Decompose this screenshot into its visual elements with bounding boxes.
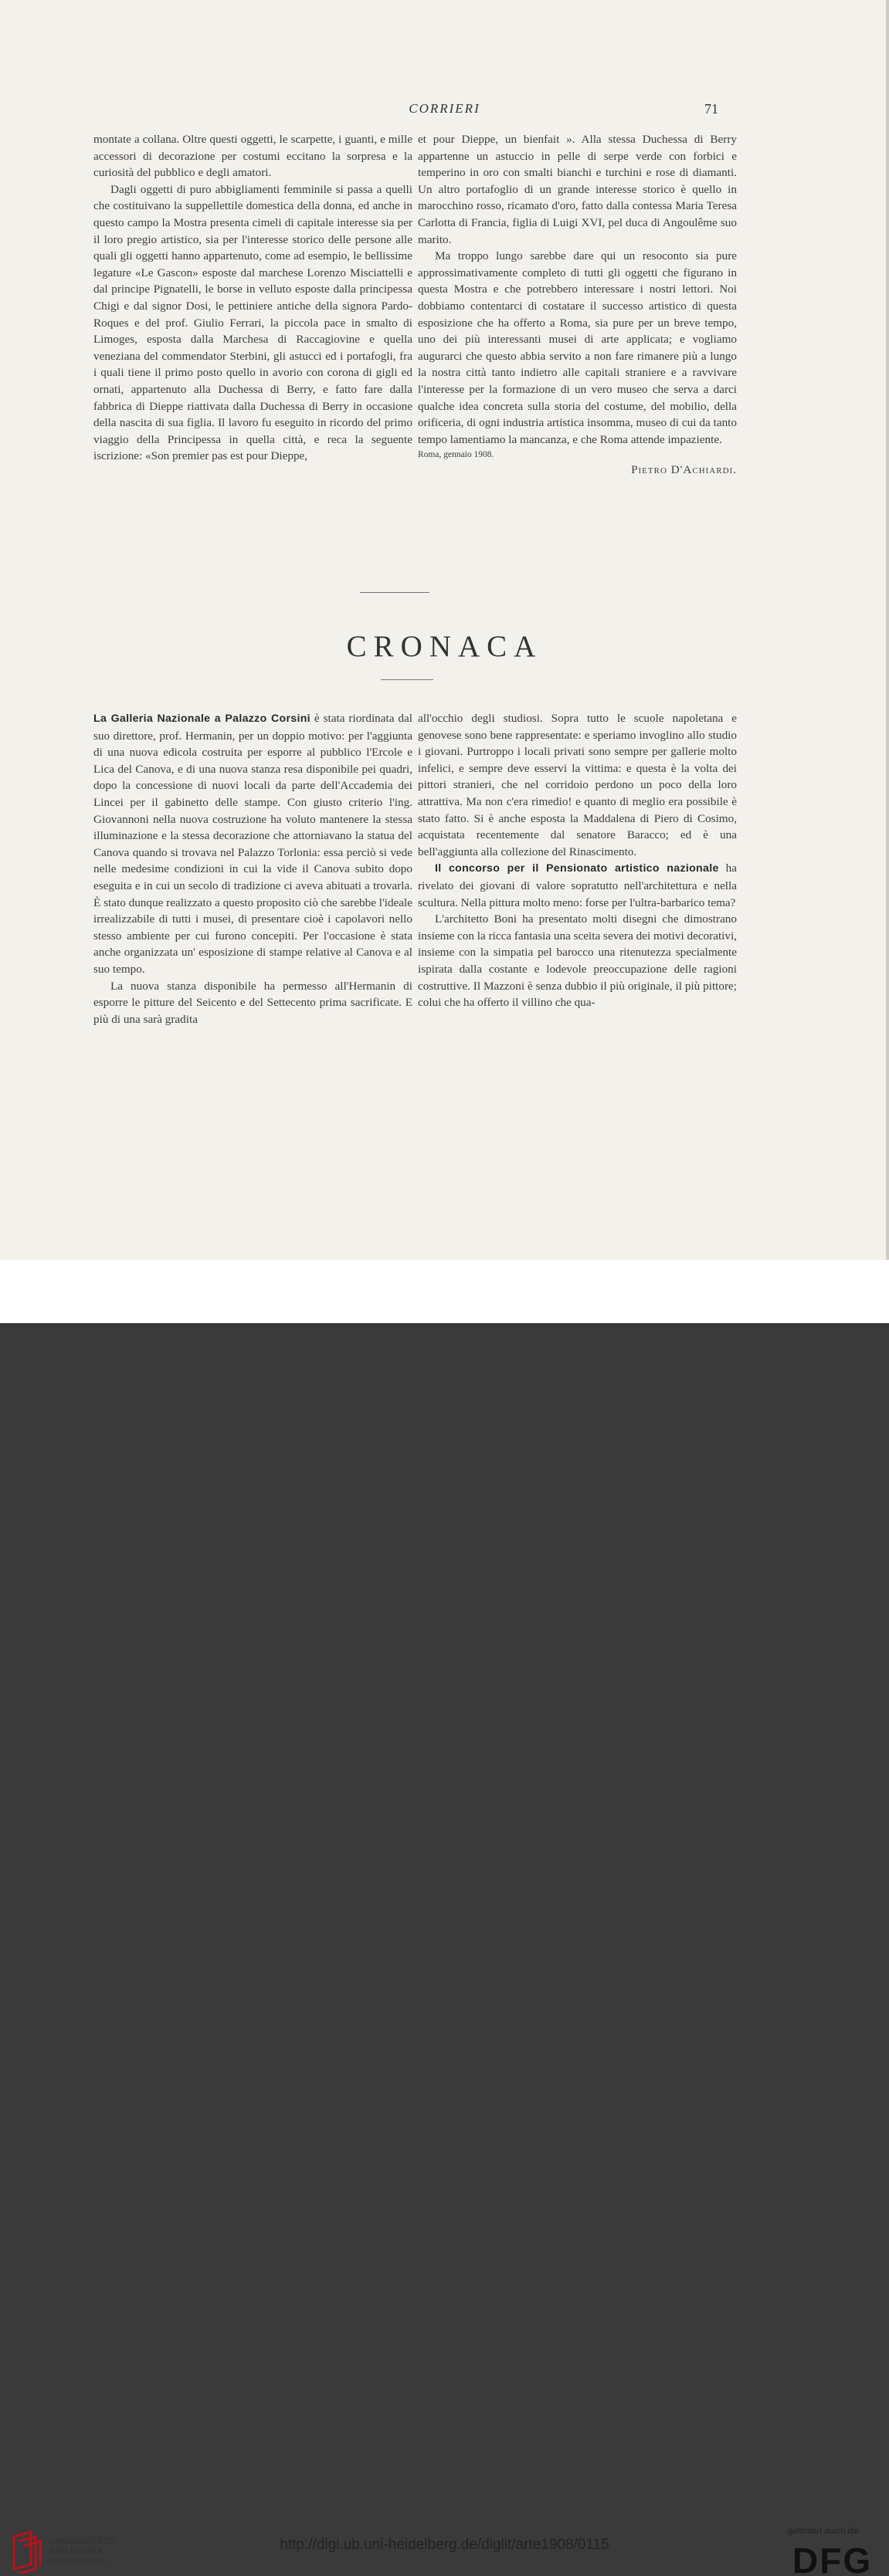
paragraph: Ma troppo lungo sarebbe dare qui un resoconto sia pure approssimativamente completo di tutti gli oggetti che figurano in questa Mostra e che potrebbero interessare i nostri lettori. Noi dobbiamo contentarci di costatare il successo artistico di questa esposizione che ha offerto a Roma, sia pure per un breve tempo, uno dei più interessanti musei di arte applicata; e vogliamo augurarci che questo abbia servito a non fare rimanere più a lungo la nostra città tanto indietro alle capitali straniere e a ravvivare l'interesse per la formazione di un vero museo che serva a darci qualche idea concreta sulla storia del costume, del mobilio, della orificeria, di ogni industria artistica insomma, museo di cui da tanto tempo lamentiamo la mancanza, e che Roma attende impaziente. [418,249,737,446]
news-item-heading: Il concorso per il Pensionato artistico nazionale [435,862,719,875]
viewer-footer [0,1260,889,2576]
cronaca-column-2 [418,710,737,1011]
news-item-heading: La Galleria Nazionale a Palazzo Corsini [93,713,310,725]
news-item [418,860,737,911]
paragraph: La nuova stanza disponibile ha permesso all'Hermanin di esporre le pitture del Seicento e del Settecento prima sacrificate. E più di una sarà gradita [93,979,412,1026]
article-column-2 [418,131,737,479]
paragraph: montate a collana. Oltre questi oggetti, le scarpette, i guanti, e mille accessori di decorazione per costumi eccitano la sorpresa e la curiosità del pubblico e degli amatori. [93,133,412,180]
section-title: CRONACA [346,630,543,663]
running-title: CORRIERI [409,101,480,116]
scanned-page [0,0,889,1260]
dfg-logo-icon [791,2542,884,2576]
funded-by-label: gefördert durch die [788,2527,860,2536]
article-column-1 [93,131,412,465]
library-name: UNIVERSITÄTS- BIBLIOTHEK HEIDELBERG [49,2537,118,2567]
page-number: 71 [704,101,718,117]
cronaca-column-1 [93,710,412,1027]
place-date: Roma, gennaio 1908. [418,450,494,460]
paragraph: Dagli oggetti di puro abbigliamenti femminile si passa a quelli che costituivano la suppellettile domestica della donna, ed anche in questo campo la Mostra presenta cimeli di capitale interesse sia per il loro pregio artistico, sia per l'interesse storico delle persone alle quali gli oggetti hanno appartenuto, come ad esempio, le bellissime legature «Le Gascon» esposte dal marchese Lorenzo Misciattelli e dal principe Pignatelli, le borse in velluto esposte dalla principessa Chigi e dal signor Dosi, le pettiniere antiche della signora Pardo-Roques e del prof. Giulio Ferrari, la piccola pace in smalto di Limoges, esposta dalla Marchesa di Raccagiovine e quella veneziana del commendator Sterbini, gli astucci ed i portafogli, fra i quali tiene il primo posto quello in avorio con corona di gigli ed ornati, appartenuto alla Duchessa di Berry, e fatto fare dalla fabbrica di Dieppe riattivata dalla Duchessa di Berry in occasione della nascita di sua figlia. Il lavoro fu eseguito in ricordo del primo viaggio della Principessa in quella città, e reca la seguente iscrizione: «Son premier pas est pour Dieppe, [93,182,412,463]
news-item-text: ha rivelato dei giovani di valore sopratutto nell'architettura e nella scultura. Nella pittura molto meno: forse per l'ultra-barbarico tema? [418,861,738,909]
svg-text:DFG: DFG [792,2542,873,2576]
author-signature: Pietro D'Achiardi. [631,463,737,477]
news-item [93,710,412,978]
divider-rule [360,592,429,593]
permalink-url[interactable]: http://digi.ub.uni-heidelberg.de/diglit/arte1908/0115 [280,2537,609,2553]
divider-rule [381,679,433,680]
paragraph: et pour Dieppe, un bienfait ». Alla stessa Duchessa di Berry appartenne un astuccio in pelle di serpe verde con forbici e temperino in oro con smalti bianchi e turchini e rose di diamanti. Un altro portafoglio di un grande interesse storico è quello in marocchino rosso, ricamato d'oro, fatto dalla contessa Maria Teresa Carlotta di Francia, figlia di Luigi XVI, pel duca di Angoulême suo marito. [418,133,737,246]
paragraph: L'architetto Boni ha presentato molti disegni che dimostrano insieme con la ricca fantasia una sceita severa dei motivi decorativi, insieme con la simpatia pel barocco una ritenutezza specialmente ispirata dalla costante e lodevole preoccupazione delle ragioni costruttive. Il Mazzoni è senza dubbio il più originale, il più pittore; colui che ha offerto il villino che qua- [418,912,737,1010]
paragraph: all'occhio degli studiosi. Sopra tutto le scuole napoletana e genovese sono bene rappresentate: e speriamo invoglino allo studio i giovani. Purtroppo i locali privati sono sempre per gallerie molto infelici, e sempre deve esservi la vittima: e questa è la volta dei pittori stranieri, che nel corridoio perdono un poco della loro attrattiva. Ma non c'era rimedio! e quanto di meglio era possibile è stato fatto. Si è anche esposta la Maddalena di Piero di Cosimo, acquistata recentemente dal senatore Baracco; ed è una bell'aggiunta alla collezione del Rinascimento. [418,712,737,858]
news-item-text: è stata riordinata dal suo direttore, prof. Hermanin, per un doppio motivo: per l'aggiunta di una nuova edicola costruita per esporre al pubblico l'Ercole e Lica del Canova, e di una nuova stanza resa disponibile pei quadri, dopo la concessione di nuovi locali da parte dell'Accademia dei Lincei per il gabinetto delle stampe. Con giusto criterio l'ing. Giovannoni nella nuova costruzione ha voluto mantenere la stessa illuminazione e la stessa decorazione che attorniavano la statua del Canova quando si trovava nel Palazzo Torlonia: essa perciò si vede nelle medesime condizioni in cui la vide il Canova subito dopo eseguita e in cui un secolo di tradizione ci aveva abituati a trovarla. È stato dunque realizzato a questo proposito ciò che sarebbe l'ideale irrealizzabile di tutti i musei, di presentare cioè i capolavori nello stesso ambiente per cui furono concepiti. Per l'occasione è stata anche organizzata un' esposizione di stampe relative al Canova e al suo tempo. [93,712,412,976]
